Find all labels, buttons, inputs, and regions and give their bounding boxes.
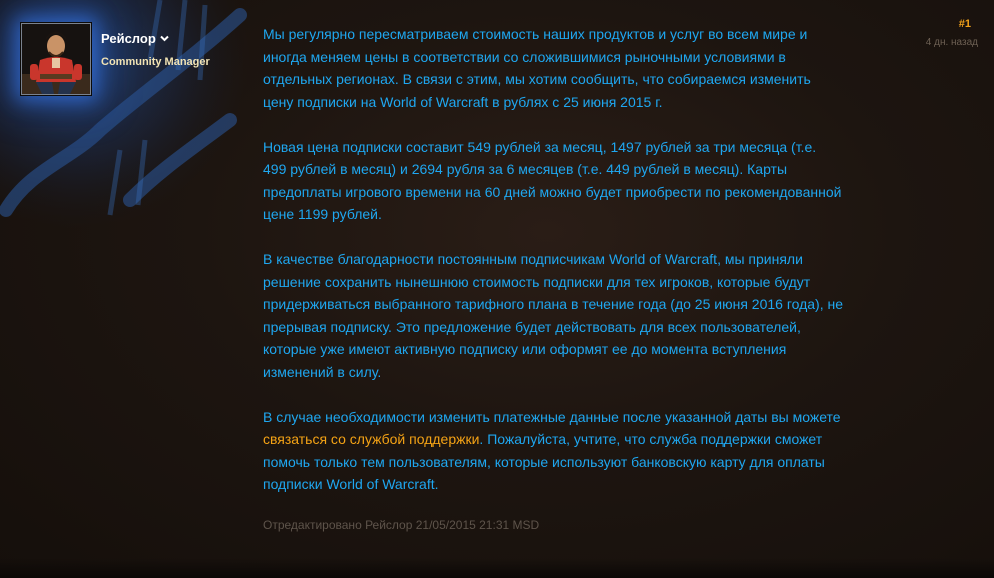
- support-link[interactable]: связаться со службой поддержки: [263, 431, 480, 447]
- support-text-after: . Пожалуйста, учтите, что служба поддержки сможет помочь только тем пользователям, которые используют банковскую карту для оплаты подписки World of Warcraft.: [263, 431, 825, 492]
- author-name-text: Рейслор: [101, 31, 156, 46]
- post-paragraph: В качестве благодарности постоянным подписчикам World of Warcraft, мы приняли решение сохранить нынешнюю стоимость подписки для тех игроков, которые будут придерживаться выбранного тарифного плана в течение года (до 25 июня 2016 года), не прерывая подписку. Это предложение будет действовать для всех пользователей, которые уже имеют активную подписку или оформят ее до момента вступления изменений в силу.: [263, 251, 844, 380]
- author-avatar[interactable]: [21, 23, 91, 95]
- avatar-portrait: [22, 24, 90, 94]
- chevron-down-icon[interactable]: [160, 35, 169, 42]
- post-paragraph-support: [263, 406, 843, 496]
- post-paragraph: Мы регулярно пересматриваем стоимость наших продуктов и услуг во всем мире и иногда меняем цены в соответствии со сложившимися рыночными условиями в отдельных регионах. В связи с этим, мы хотим сообщить, что собираемся изменить цену подписки на World of Warcraft в рублях с 25 июня 2015 г.: [263, 26, 811, 110]
- support-text-before: В случае необходимости изменить платежные данные после указанной даты вы можете: [263, 408, 841, 425]
- post-body: [263, 23, 843, 518]
- post-paragraph: Новая цена подписки составит 549 рублей за месяц, 1497 рублей за три месяца (т.е. 499 рублей в месяц) и 2694 рубля за 6 месяцев (т.е. 449 рублей в месяц). Карты предоплаты игрового времени на 60 дней можно будет приобрести по рекомендованной цене 1199 рублей.: [263, 138, 842, 222]
- post-number-link[interactable]: #1: [958, 18, 971, 30]
- author-role: Community Manager: [101, 56, 210, 68]
- post-date: 4 дн. назад: [925, 37, 978, 48]
- author-block: [101, 30, 210, 68]
- edited-note: Отредактировано Рейслор 21/05/2015 21:31 MSD: [263, 518, 540, 532]
- author-name[interactable]: [101, 31, 169, 46]
